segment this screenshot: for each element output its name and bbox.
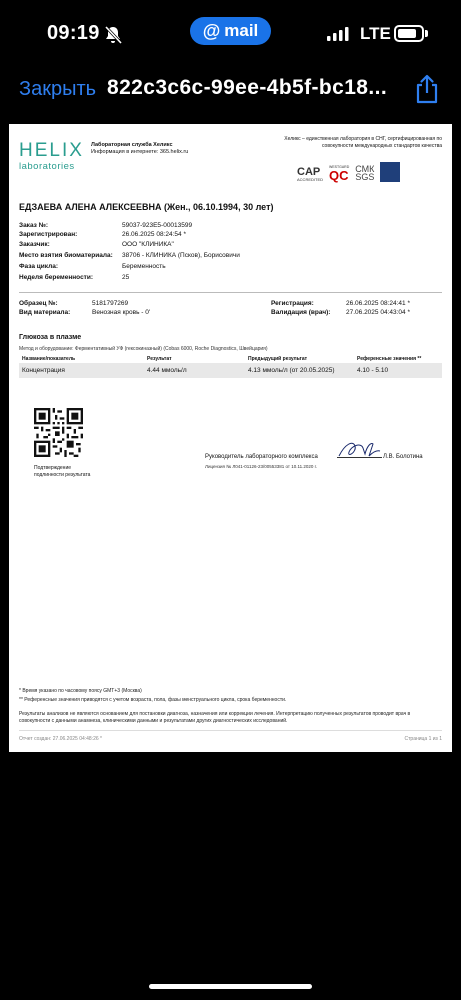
signature-line — [337, 457, 382, 458]
registration-label: Регистрация: — [271, 300, 314, 307]
registration-value: 26.06.2025 08:24:41 * — [346, 300, 410, 307]
qr-caption: Подтверждение подлинности результата — [34, 465, 91, 478]
lab-url: Информация в интернете: 365.helix.ru — [91, 148, 189, 155]
results-table-row — [19, 363, 442, 378]
cap-logo: CAP ACCREDITED — [297, 166, 324, 182]
footer-divider — [19, 730, 442, 731]
validation-value: 27.06.2025 04:43:04 * — [346, 309, 410, 316]
footnote-reference: ** Референсные значения приводятся с учетом возраста, пола, фазы менструального цикла, срока беременности. — [19, 697, 287, 703]
mail-app-pill[interactable] — [190, 17, 271, 45]
test-method: Метод и оборудование: Ферментативный УФ (гексокиназный) (Cobas 6000, Roche Diagnostics, Швейцария) — [19, 346, 268, 352]
collection-place-label: Место взятия биоматериала: — [19, 252, 113, 259]
helix-logo: HELIX laboratories — [19, 140, 84, 172]
divider — [19, 292, 442, 293]
lab-name: Лабораторная служба Хеликс — [91, 142, 173, 148]
document-title: 822c3c6c-99ee-4b5f-bc18... — [107, 76, 388, 99]
patient-name: ЕДЗАЕВА АЛЕНА АЛЕКСЕЕВНА (Жен., 06.10.1994, 30 лет) — [19, 202, 274, 212]
lab-info — [91, 142, 188, 155]
close-button[interactable]: Закрыть — [19, 78, 97, 100]
qr-code[interactable] — [34, 408, 83, 457]
sample-label: Образец №: — [19, 300, 58, 307]
page-number: Страница 1 из 1 — [404, 736, 442, 742]
network-type: LTE — [360, 24, 391, 43]
signature-image — [335, 436, 381, 464]
home-indicator[interactable] — [149, 984, 312, 989]
battery-tip — [425, 30, 428, 37]
share-icon[interactable] — [414, 74, 440, 104]
certification-text: Хеликс – единственная лаборатория в СНГ, сертифицированная по совокупности международных стандартов качества — [284, 136, 442, 149]
column-header: Название/показатель — [22, 356, 76, 362]
at-icon: @ — [202, 20, 221, 41]
report-created: Отчет создан: 27.06.2025 04:48:26 * — [19, 736, 102, 742]
westgard-qc-logo: WESTGARD QC — [329, 164, 350, 183]
smk-sgs-logo: СМК SGS — [355, 163, 375, 183]
pregnancy-week-value: 25 — [122, 274, 130, 281]
signature-role: Руководитель лабораторного комплекса — [205, 454, 318, 460]
bell-slash-icon — [103, 25, 123, 45]
status-bar — [0, 0, 461, 64]
cycle-phase-label: Фаза цикла: — [19, 263, 59, 270]
table-cell: 4.10 - 5.10 — [357, 367, 389, 374]
certification-logos — [297, 158, 447, 182]
table-cell: 4.13 ммоль/л (от 20.05.2025) — [248, 367, 335, 374]
battery-icon — [394, 25, 424, 42]
signer-name: Л.В. Болотина — [383, 454, 423, 460]
order-label: Заказ №: — [19, 222, 49, 229]
material-label: Вид материала: — [19, 309, 71, 316]
table-cell: 4.44 ммоль/л — [147, 367, 187, 374]
material-value: Венозная кровь - 0' — [92, 309, 151, 316]
disclaimer: Результаты анализов не являются основанием для постановки диагноза, назначения или коррекции лечения. Интерпретацию полученных результатов проводит врач в совокупности с данными анамнеза, клиническими данными и результатами других диагностических исследований. — [19, 711, 411, 724]
customer-label: Заказчик: — [19, 241, 50, 248]
status-time: 09:19 — [47, 22, 100, 44]
collection-place-value: 38706 - КЛИНИКА (Псков), Борисовичи — [122, 252, 240, 259]
test-section-title: Глюкоза в плазме — [19, 334, 82, 341]
column-header: Результат — [147, 356, 172, 362]
order-value: 59037-923E5-00013599 — [122, 222, 193, 229]
cellular-signal-icon — [327, 27, 349, 41]
license-text: Лицензия № Л041-01126-23/00553381 от 10.11.2020 г. — [205, 464, 317, 469]
mail-app-label: mail — [224, 21, 259, 40]
registered-value: 26.06.2025 08:24:54 * — [122, 231, 186, 238]
cycle-phase-value: Беременность — [122, 263, 166, 270]
lab-report-document[interactable] — [9, 124, 452, 752]
registered-label: Зарегистрирован: — [19, 231, 78, 238]
footnote-time: * Время указано по часовому поясу GMT+3 (Москва) — [19, 688, 142, 694]
column-header: Предыдущий результат — [248, 356, 308, 362]
quality-badge-logo — [380, 162, 400, 182]
pregnancy-week-label: Неделя беременности: — [19, 274, 94, 281]
customer-value: ООО "КЛИНИКА" — [122, 241, 174, 248]
navigation-bar — [0, 64, 461, 114]
column-header: Референсные значения ** — [357, 356, 422, 362]
sample-value: 5181797269 — [92, 300, 129, 307]
table-cell: Концентрация — [22, 367, 65, 374]
validation-label: Валидация (врач): — [271, 309, 331, 316]
